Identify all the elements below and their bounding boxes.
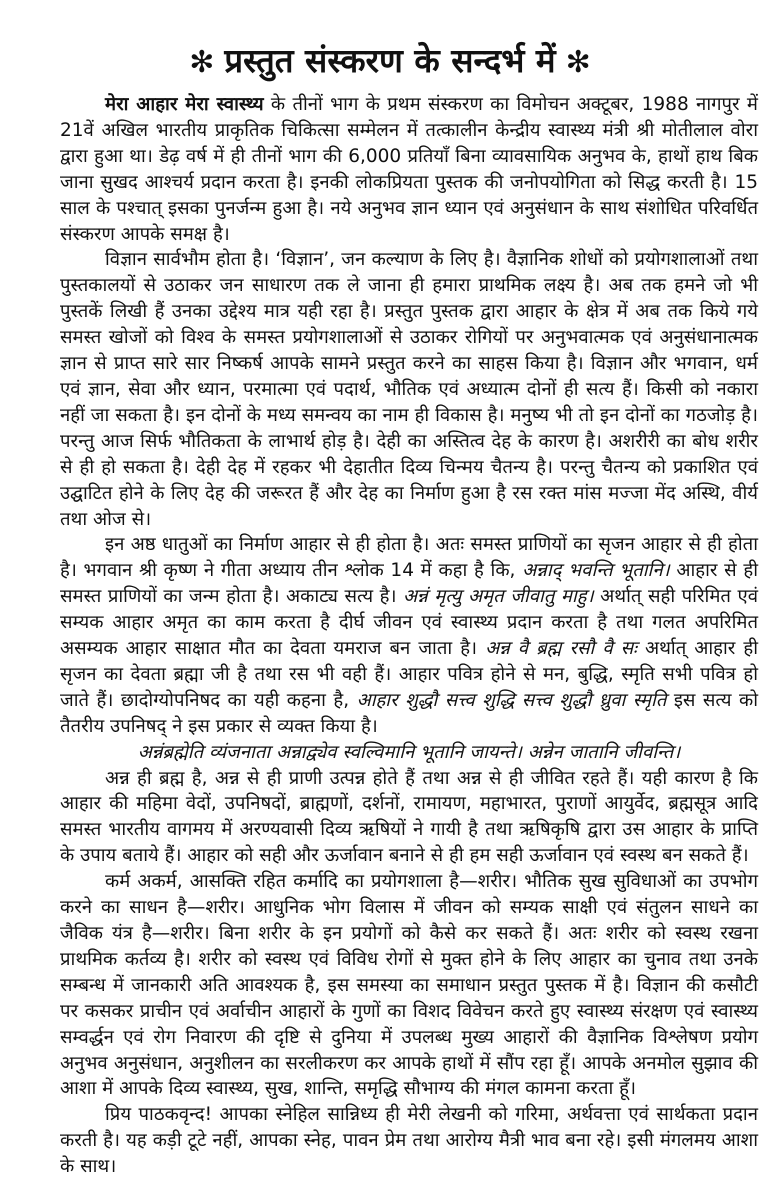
paragraph-text: अर्थात् सही परिमित एवं सम्यक आहार अमृत का काम करता है दीर्घ जीवन एवं स्वास्थ्य प्रदान करता है तथा गलत अपरिमित असम्यक आहार साक्षात मौत का देवता यमराज बन जाता है। [60,586,758,660]
paragraph-text: अन्न ही ब्रह्म है, अन्न से ही प्राणी उत्पन्न होते हैं तथा अन्न से ही जीवित रहते हैं। यही कारण है कि आहार की महिमा वेदों, उपनिषदों, ब्राह्मणों, दर्शनों, रामायण, महाभारत, पुराणों आयुर्वेद, ब्रह्मसूत्र आदि समस्त भारतीय वागमय में अरण्यवासी दिव्य ऋषियों ने गायी है तथा ऋषिकृषि द्वारा उस आहार के प्राप्ति के उपाय बताये हैं। आहार को सही और ऊर्जावान बनाने से ही हम सही ऊर्जावान एवं स्वस्थ बन सकते हैं। [60,767,758,867]
paragraph-3 [60,532,758,739]
asterisk-ornament-icon: ✻ [565,45,591,81]
paragraph-text: इस सत्य को तैतरीय उपनिषद् ने इस प्रकार से व्यक्त किया है। [60,689,758,737]
asterisk-ornament-icon: ✻ [189,45,215,81]
paragraph-2 [60,247,758,532]
sanskrit-verse: अन्नंब्रह्मेति व्यंजनाता अन्नाद्व्येव स्वल्विमानि भूतानि जायन्ते। अन्नेन जातानि जीवन्ति। [137,741,681,763]
page-title [0,36,780,88]
sanskrit-quote: अन्नाद् भवन्ति भूतानि। [522,560,670,582]
paragraph-text: प्रिय पाठकवृन्द! आपका स्नेहिल सान्निध्य ही मेरी लेखनी को गरिमा, अर्थवत्ता एवं सार्थकता प्रदान करती है। यह कड़ी टूटे नहीं, आपका स्नेह, पावन प्रेम तथा आरोग्य मैत्री भाव बना रहे। इसी मंगलमय आशा के साथ। [60,1104,758,1178]
sanskrit-quote: अन्न वै ब्रह्म रसौ वै सः [485,638,637,660]
paragraph-text: आहार से ही समस्त प्राणियों का जन्म होता है। अकाट्य सत्य है। [60,560,759,608]
paragraph-6 [60,1102,758,1180]
document-body [60,92,758,1180]
paragraph-text: अर्थात् आहार ही सृजन का देवता ब्रह्मा जी है तथा रस भी वही हैं। आहार पवित्र होने से मन, बुद्धि, स्मृति सभी पवित्र हो जाते हैं। छादोग्योपनिषद का यही कहना है, [60,638,758,711]
paragraph-1 [60,92,758,247]
sanskrit-quote: अन्नं मृत्यु अमृत जीवातु माहु। [403,586,594,608]
paragraph-text: विज्ञान सार्वभौम होता है। ‘विज्ञान’, जन कल्याण के लिए है। वैज्ञानिक शोधों को प्रयोगशालाओं तथा पुस्तकालयों से उठाकर जन साधारण तक ले जाना ही हमारा प्राथमिक लक्ष्य है। अब तक हमने जो भी पुस्तकें लिखी हैं उनका उद्देश्य मात्र यही रहा है। प्रस्तुत पुस्तक द्वारा आहार के क्षेत्र में अब तक किये गये समस्त खोजों को विश्व के समस्त प्रयोगशालाओं से उठाकर रोगियों पर अनुभवात्मक एवं अनुसंधानात्मक ज्ञान से प्राप्त सारे सार निष्कर्ष आपके सामने प्रस्तुत करने का साहस किया है। विज्ञान और भगवान, धर्म एवं ज्ञान, सेवा और ध्यान, परमात्मा एवं पदार्थ, भौतिक एवं अध्यात्म दोनों ही सत्य हैं। किसी को नकारा नहीं जा सकता है। इन दोनों के मध्य समन्वय का नाम ही विकास है। मनुष्य भी तो इन दोनों का गठजोड़ है। परन्तु आज सिर्फ भौतिकता के लाभार्थ होड़ है। देही का अस्तित्व देह के कारण है। अशरीरी का बोध शरीर से ही हो सकता है। देही देह में रहकर भी देहातीत दिव्य चिन्मय चैतन्य है। परन्तु चैतन्य को प्रकाशित एवं उद्घाटित होने के लिए देह की जरूरत हैं और देह का निर्माण हुआ है रस रक्त मांस मज्जा मेंद अस्थि, वीर्य तथा ओज से। [60,249,759,530]
paragraph-4 [60,766,758,870]
paragraph-5 [60,869,758,1102]
sanskrit-quote: आहार शुद्धौ सत्त्व शुद्धि सत्त्व शुद्धौ ध्रुवा स्मृति [356,689,667,711]
paragraph-text: के तीनों भाग के प्रथम संस्करण का विमोचन अक्टूबर, 1988 नागपुर में 21वें अखिल भारतीय प्राकृतिक चिकित्सा सम्मेलन में तत्कालीन केन्द्रीय स्वास्थ्य मंत्री श्री मोतीलाल वोरा द्वारा हुआ था। डेढ़ वर्ष में ही तीनों भाग की 6,000 प्रतियाँ बिना व्यावसायिक अनुभव के, हाथों हाथ बिक जाना सुखद आश्चर्य प्रदान करता है। इनकी लोकप्रियता पुस्तक की जनोपयोगिता को सिद्ध करती है। 15 साल के पश्चात् इसका पुनर्जन्म हुआ है। नये अनुभव ज्ञान ध्यान एवं अनुसंधान के साथ संशोधित परिवर्धित संस्करण आपके समक्ष है। [60,94,758,245]
paragraph-text: इन अष्ठ धातुओं का निर्माण आहार से ही होता है। अतः समस्त प्राणियों का सृजन आहार से ही होता है। भगवान श्री कृष्ण ने गीता अध्याय तीन श्लोक 14 में कहा है कि, [60,534,758,582]
paragraph-text: कर्म अकर्म, आसक्ति रहित कर्मादि का प्रयोगशाला है—शरीर। भौतिक सुख सुविधाओं का उपभोग करने का साधन है—शरीर। आधुनिक भोग विलास में जीवन को सम्यक साक्षी एवं संतुलन साधने का जैविक यंत्र है—शरीर। बिना शरीर के इन प्रयोगों को कैसे कर सकते हैं। अतः शरीर को स्वस्थ रखना प्राथमिक कर्तव्य है। शरीर को स्वस्थ एवं विविध रोगों से मुक्त होने के लिए आहार का चुनाव तथा उनके सम्बन्ध में जानकारी अति आवश्यक है, इस समस्या का समाधान प्रस्तुत पुस्तक में है। विज्ञान की कसौटी पर कसकर प्राचीन एवं अर्वाचीन आहारों के गुणों का विशद विवेचन करते हुए स्वास्थ्य संरक्षण एवं स्वास्थ्य सम्वर्द्धन एवं रोग निवारण की दृष्टि से दुनिया में उपलब्ध मुख्य आहारों की वैज्ञानिक विश्लेषण प्रयोग अनुभव अनुसंधान, अनुशीलन का सरलीकरण कर आपके हाथों में सौंप रहा हूँ। आपके अनमोल सुझाव की आशा में आपके दिव्य स्वास्थ्य, सुख, शान्ति, समृद्धि सौभाग्य की मंगल कामना करता हूँ। [60,871,758,1100]
page-title-text: प्रस्तुत संस्करण के सन्दर्भ में [224,41,556,81]
book-title-bold: मेरा आहार मेरा स्वास्थ्य [105,94,264,115]
